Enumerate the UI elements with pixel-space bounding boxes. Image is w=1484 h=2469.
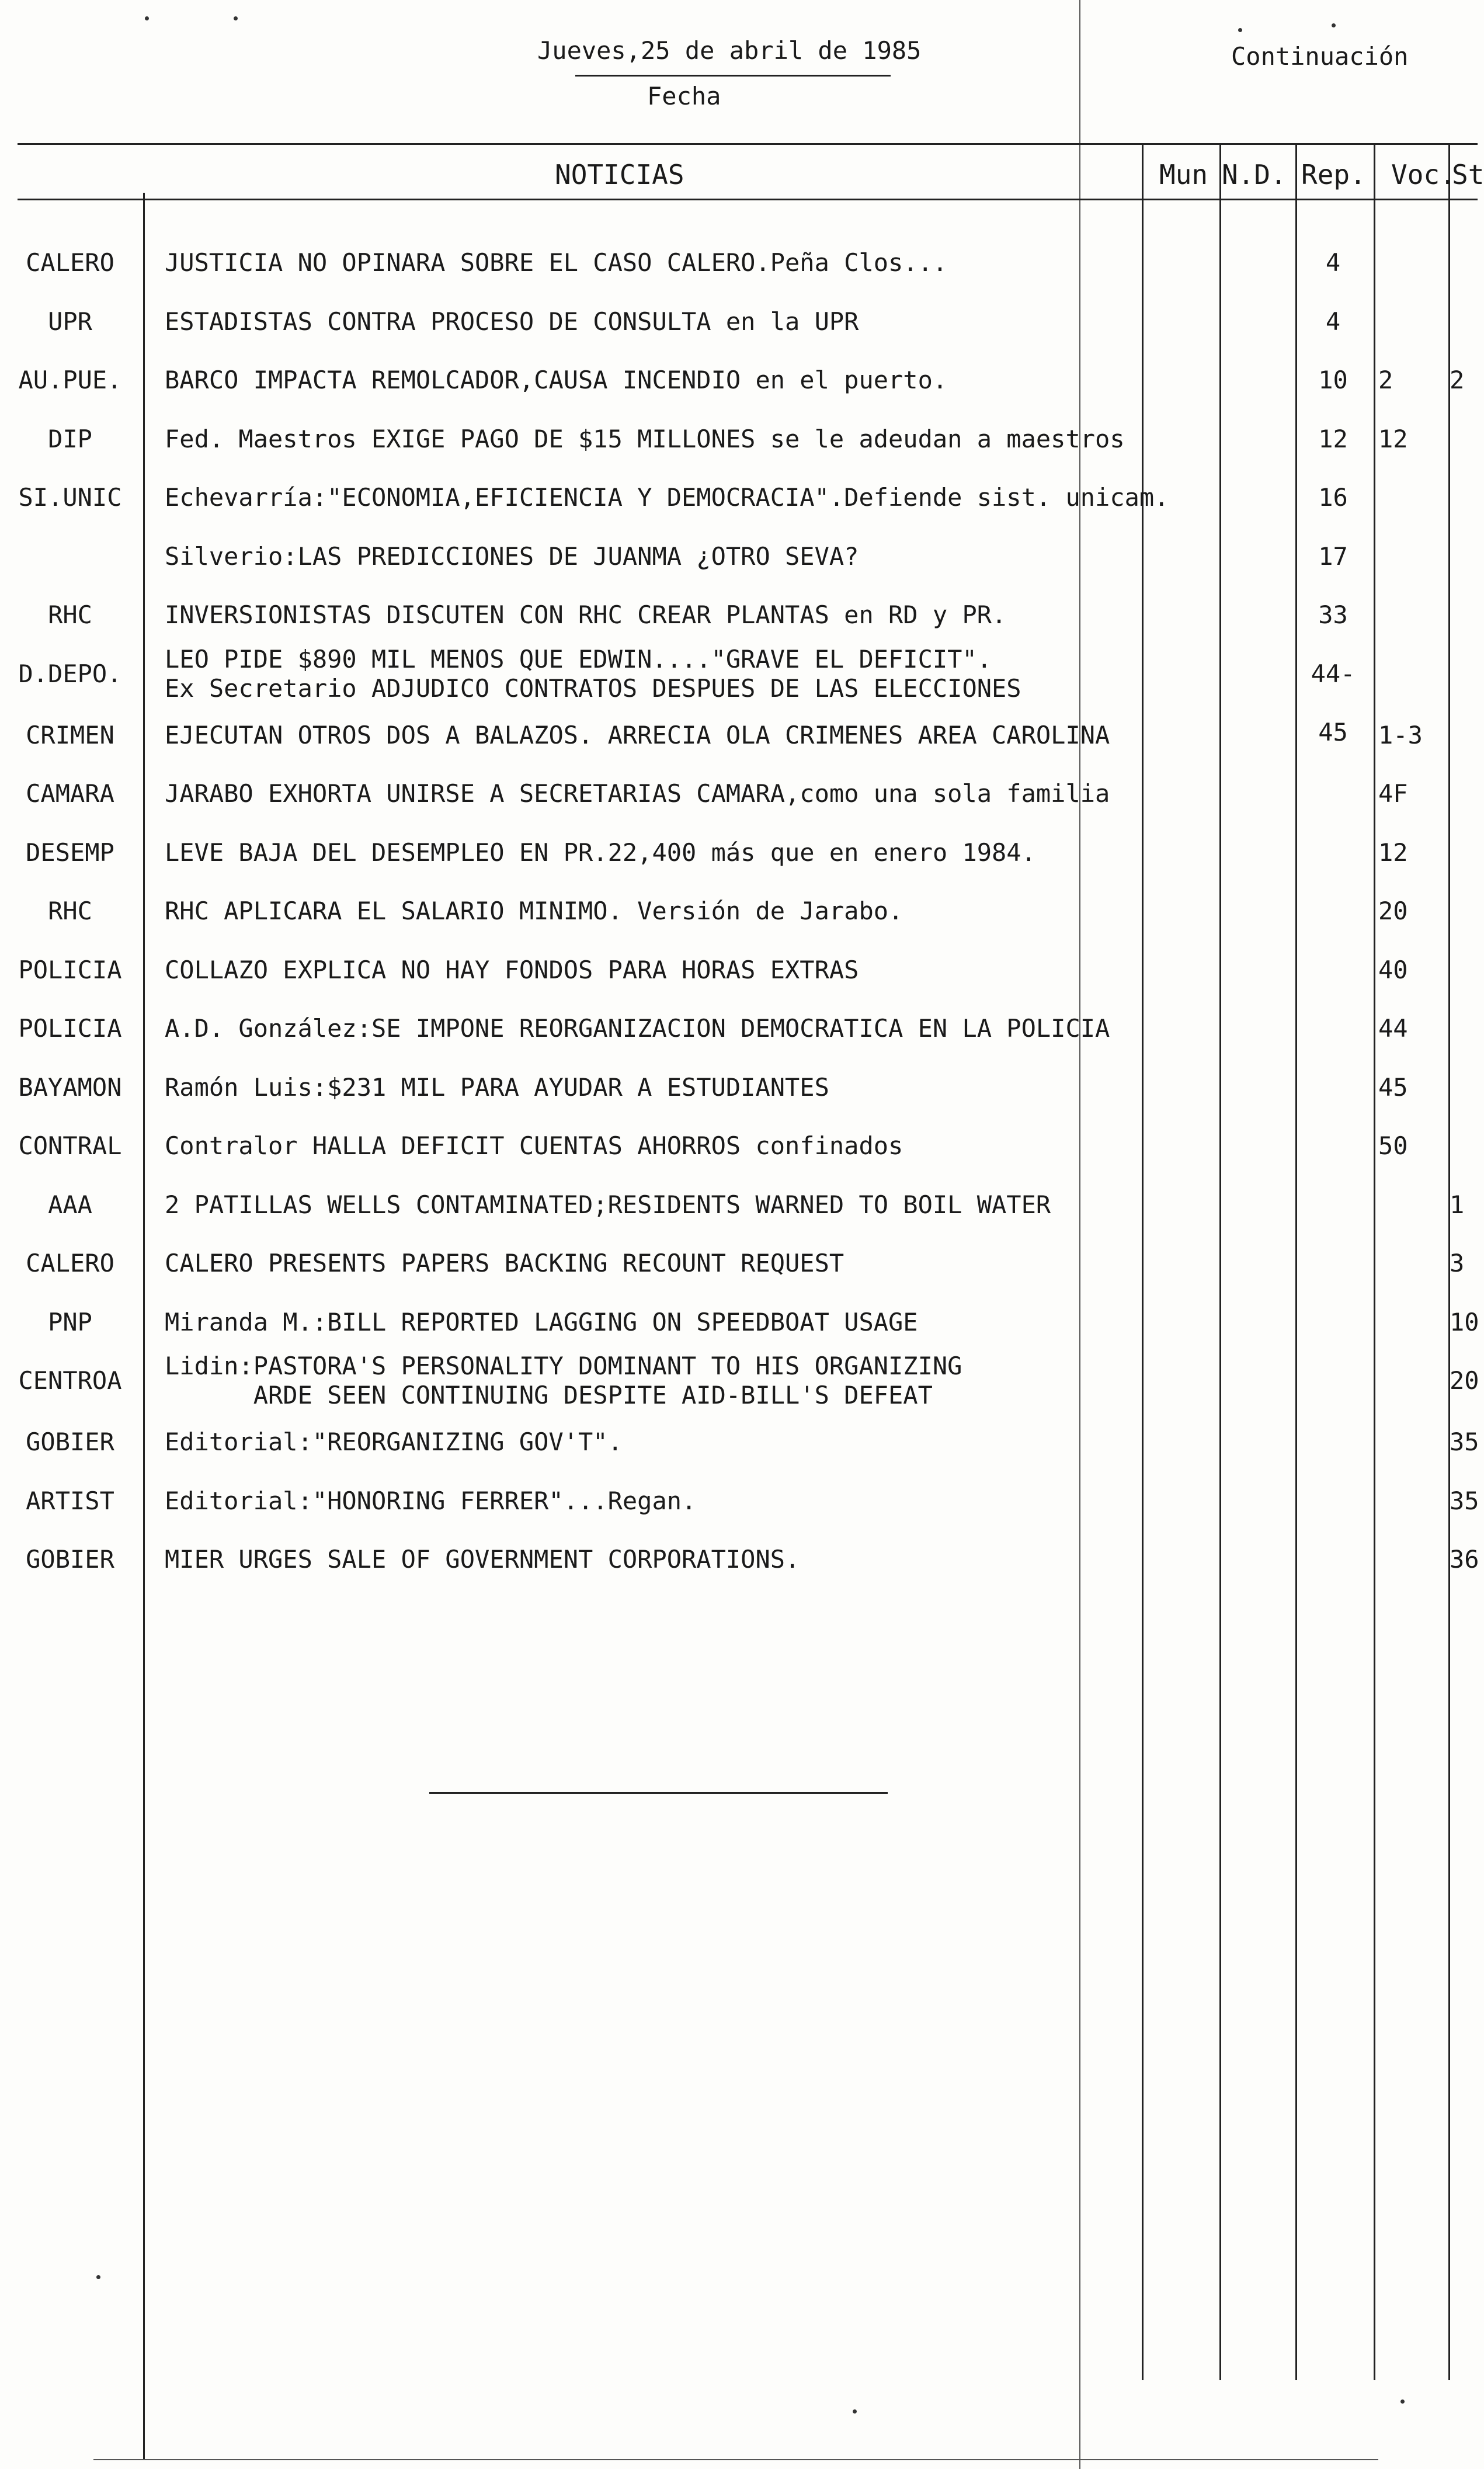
news-row [0, 293, 1478, 351]
news-row [0, 1413, 1478, 1471]
news-row [0, 882, 1478, 940]
column-mun: Mun [1159, 159, 1208, 190]
row-headline [165, 1530, 800, 1589]
scan-speck [96, 2275, 100, 2279]
row-voc-page: 4F [1378, 779, 1408, 808]
column-rep: Rep. [1301, 159, 1366, 190]
row-category: ARTIST [26, 1486, 114, 1515]
row-st-page: 36 [1450, 1545, 1479, 1574]
row-category: DIP [48, 424, 92, 453]
row-category: RHC [48, 897, 92, 925]
row-voc-page: 20 [1378, 897, 1408, 925]
row-headline-line: Silverio:LAS PREDICCIONES DE JUANMA ¿OTRO SEVA? [165, 541, 859, 571]
row-voc-page: 2 [1378, 366, 1393, 394]
row-headline [165, 999, 1110, 1058]
row-voc-page: 50 [1378, 1131, 1408, 1160]
news-row [0, 527, 1478, 586]
row-st-page: 35 [1450, 1486, 1479, 1515]
row-headline-line: LEVE BAJA DEL DESEMPLEO EN PR.22,400 más que en enero 1984. [165, 838, 1036, 867]
news-row [0, 1352, 1478, 1410]
row-headline-line: A.D. González:SE IMPONE REORGANIZACION DEMOCRATICA EN LA POLICIA [165, 1014, 1110, 1043]
row-category: GOBIER [26, 1428, 114, 1456]
scan-speck [145, 16, 149, 20]
table-header-rule [18, 199, 1478, 200]
report-date: Jueves,25 de abril de 1985 [537, 36, 922, 65]
news-row [0, 765, 1478, 823]
row-headline-line: ESTADISTAS CONTRA PROCESO DE CONSULTA en la UPR [165, 307, 859, 336]
news-row [0, 586, 1478, 644]
table-top-rule [18, 143, 1478, 145]
row-headline-line: ARDE SEEN CONTINUING DESPITE AID-BILL'S DEFEAT [165, 1381, 933, 1409]
row-headline [165, 1176, 1051, 1234]
row-category: SI.UNIC [18, 483, 122, 512]
column-voc: Voc. [1391, 159, 1456, 190]
row-rep-page: 10 [1318, 366, 1348, 394]
scan-speck [234, 16, 238, 20]
row-rep-page: 44-45 [1311, 659, 1356, 746]
row-headline-line: BARCO IMPACTA REMOLCADOR,CAUSA INCENDIO en el puerto. [165, 366, 948, 394]
row-voc-page: 40 [1378, 955, 1408, 984]
row-rep-page: 12 [1318, 424, 1348, 453]
news-row [0, 1293, 1478, 1352]
row-rep-page: 17 [1318, 541, 1348, 571]
row-category: CRIMEN [26, 720, 114, 749]
news-row [0, 706, 1478, 765]
row-category: GOBIER [26, 1545, 114, 1574]
row-st-page: 2 [1450, 366, 1465, 394]
row-st-page: 35 [1450, 1428, 1479, 1456]
row-headline-line: EJECUTAN OTROS DOS A BALAZOS. ARRECIA OLA CRIMENES AREA CAROLINA [165, 720, 1110, 749]
row-st-page: 10 [1450, 1307, 1479, 1336]
row-headline-line: Miranda M.:BILL REPORTED LAGGING ON SPEEDBOAT USAGE [165, 1307, 918, 1336]
row-headline-line: Ramón Luis:$231 MIL PARA AYUDAR A ESTUDIANTES [165, 1072, 829, 1102]
end-separator [429, 1792, 888, 1794]
row-headline-line: RHC APLICARA EL SALARIO MINIMO. Versión de Jarabo. [165, 897, 903, 925]
row-headline [165, 1117, 903, 1175]
row-category: CONTRAL [18, 1131, 122, 1160]
row-category: POLICIA [18, 955, 122, 984]
news-row [0, 1176, 1478, 1234]
date-caption: Fecha [647, 82, 721, 110]
news-row [0, 410, 1478, 468]
row-category: CENTROA [18, 1366, 122, 1395]
row-headline [165, 765, 1110, 823]
row-headline [165, 645, 1021, 703]
row-headline [165, 527, 859, 586]
news-row [0, 468, 1478, 527]
row-headline-line: CALERO PRESENTS PAPERS BACKING RECOUNT REQUEST [165, 1249, 844, 1277]
row-headline-line: JARABO EXHORTA UNIRSE A SECRETARIAS CAMARA,como una sola familia [165, 779, 1110, 808]
row-category: DESEMP [26, 838, 114, 867]
row-headline-line: INVERSIONISTAS DISCUTEN CON RHC CREAR PLANTAS en RD y PR. [165, 600, 1007, 629]
continuation-label: Continuación [1231, 42, 1409, 71]
news-row [0, 941, 1478, 999]
row-headline [165, 882, 903, 940]
news-row [0, 1117, 1478, 1175]
row-headline-line: Contralor HALLA DEFICIT CUENTAS AHORROS confinados [165, 1131, 903, 1160]
row-headline-line: Editorial:"REORGANIZING GOV'T". [165, 1428, 623, 1456]
row-headline [165, 351, 947, 409]
row-headline [165, 468, 1169, 527]
row-category: RHC [48, 600, 92, 629]
row-headline [165, 1058, 829, 1117]
row-st-page: 3 [1450, 1249, 1465, 1277]
scan-speck [1332, 23, 1336, 27]
row-headline [165, 234, 947, 292]
row-headline-line: JUSTICIA NO OPINARA SOBRE EL CASO CALERO.Peña Clos... [165, 248, 948, 277]
row-category: CALERO [26, 248, 114, 277]
row-st-page: 1 [1450, 1190, 1465, 1219]
page-bottom-rule [93, 2459, 1378, 2460]
news-row [0, 1234, 1478, 1293]
news-row [0, 999, 1478, 1058]
row-rep-page: 33 [1318, 600, 1348, 629]
row-headline-line: Echevarría:"ECONOMIA,EFICIENCIA Y DEMOCRACIA".Defiende sist. unicam. [165, 483, 1169, 512]
column-nd: N.D. [1222, 159, 1287, 190]
row-rep-page: 16 [1318, 483, 1348, 512]
row-category: CAMARA [26, 779, 114, 808]
row-headline [165, 1293, 918, 1352]
row-headline [165, 293, 859, 351]
news-row [0, 351, 1478, 409]
row-category: D.DEPO. [18, 659, 122, 688]
row-headline-line: Ex Secretario ADJUDICO CONTRATOS DESPUES DE LAS ELECCIONES [165, 673, 1021, 703]
scan-speck [1238, 28, 1242, 32]
row-voc-page: 12 [1378, 838, 1408, 867]
news-row [0, 1530, 1478, 1589]
row-voc-page: 45 [1378, 1072, 1408, 1102]
row-headline [165, 1234, 844, 1293]
row-headline-line: LEO PIDE $890 MIL MENOS QUE EDWIN...."GRAVE EL DEFICIT". [165, 644, 992, 673]
row-category: PNP [48, 1307, 92, 1336]
news-row [0, 1472, 1478, 1530]
row-category: AU.PUE. [18, 366, 122, 394]
row-headline [165, 1413, 623, 1471]
column-noticias: NOTICIAS [555, 159, 684, 190]
row-headline [165, 941, 859, 999]
date-underline [575, 75, 891, 77]
row-category: BAYAMON [18, 1072, 122, 1102]
news-row [0, 824, 1478, 882]
row-headline-line: COLLAZO EXPLICA NO HAY FONDOS PARA HORAS EXTRAS [165, 955, 859, 984]
row-headline [165, 824, 1036, 882]
row-headline [165, 410, 1125, 468]
row-headline-line: Lidin:PASTORA'S PERSONALITY DOMINANT TO HIS ORGANIZING [165, 1352, 962, 1380]
row-headline [165, 1472, 696, 1530]
news-row [0, 1058, 1478, 1117]
row-headline-line: Editorial:"HONORING FERRER"...Regan. [165, 1486, 697, 1515]
row-category: AAA [48, 1190, 92, 1219]
row-headline [165, 706, 1110, 765]
row-headline-line: 2 PATILLAS WELLS CONTAMINATED;RESIDENTS WARNED TO BOIL WATER [165, 1190, 1051, 1219]
row-st-page: 20 [1450, 1366, 1479, 1395]
row-headline-line: MIER URGES SALE OF GOVERNMENT CORPORATIONS. [165, 1545, 800, 1574]
row-voc-page: 44 [1378, 1014, 1408, 1043]
row-voc-page: 1-3 [1378, 720, 1423, 749]
row-headline [165, 586, 1006, 644]
scan-speck [853, 2409, 857, 2414]
row-rep-page: 4 [1325, 248, 1341, 277]
news-row [0, 234, 1478, 292]
row-category: UPR [48, 307, 92, 336]
row-voc-page: 12 [1378, 424, 1408, 453]
row-headline-line: Fed. Maestros EXIGE PAGO DE $15 MILLONES se le adeudan a maestros [165, 424, 1125, 453]
row-category: CALERO [26, 1249, 114, 1277]
column-st: St [1452, 159, 1484, 190]
row-headline [165, 1352, 962, 1410]
scan-speck [1400, 2399, 1405, 2404]
row-category: POLICIA [18, 1014, 122, 1043]
row-rep-page: 4 [1325, 307, 1341, 336]
